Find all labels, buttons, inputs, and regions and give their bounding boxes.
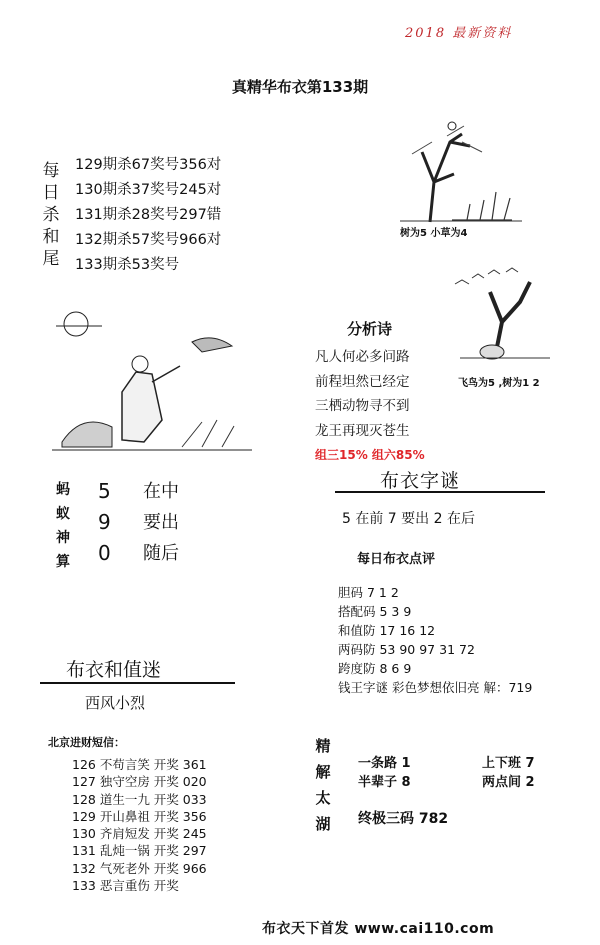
riddle-title: 布衣字谜 — [380, 470, 461, 492]
review-line: 胆码 7 1 2 — [338, 585, 399, 600]
beijing-list — [72, 756, 207, 894]
kill-line: 130期杀37奖号245对 — [75, 182, 222, 198]
beijing-line: 127 独守空房 开奖 020 — [72, 774, 207, 790]
jingjie-item: 一条路 1 — [358, 756, 411, 771]
kill-line: 133期杀53奖号 — [75, 257, 180, 273]
kill-line: 129期杀67奖号356对 — [75, 157, 222, 173]
ant-digits — [98, 476, 111, 569]
vertical-char: 湖 — [315, 815, 331, 833]
jingjie-item: 半辈子 8 — [358, 775, 411, 790]
vertical-char: 太 — [315, 789, 331, 807]
caption-bird-tree: 飞鸟为5 ,树为1 2 — [458, 378, 540, 389]
hezhi-divider — [40, 682, 235, 684]
vertical-char: 解 — [315, 763, 331, 781]
badge-2018: 2018 最新资料 — [405, 26, 513, 41]
beijing-title: 北京进财短信： — [48, 736, 125, 749]
beijing-line: 131 乱炖一锅 开奖 297 — [72, 843, 207, 859]
kill-line: 132期杀57奖号966对 — [75, 232, 222, 248]
poem-line: 龙王再现灭苍生 — [315, 422, 410, 439]
vertical-char: 尾 — [42, 249, 60, 269]
beijing-line: 132 气死老外 开奖 966 — [72, 860, 207, 876]
ant-words — [143, 476, 179, 569]
hezhi-title: 布衣和值迷 — [66, 659, 162, 681]
ant-vertical-label — [52, 478, 74, 574]
vertical-char: 每 — [42, 161, 60, 181]
beijing-line: 129 开山鼻祖 开奖 356 — [72, 808, 207, 824]
beijing-line: 128 道生一九 开奖 033 — [72, 791, 207, 807]
beijing-line: 126 不苟言笑 开奖 361 — [72, 757, 207, 772]
analysis-poem — [315, 345, 425, 468]
kill-line: 131期杀28奖号297错 — [75, 207, 222, 223]
vertical-char: 日 — [42, 183, 60, 203]
ant-digit: 0 — [98, 541, 111, 565]
review-line: 和值防 17 16 12 — [338, 623, 436, 638]
caption-tree-grass: 树为5 小草为4 — [400, 228, 468, 239]
review-line: 搭配码 5 3 9 — [338, 604, 412, 619]
footer-site: 布衣天下首发 www.cai110.com — [262, 921, 495, 937]
jingjie-item: 上下班 7 — [482, 756, 535, 771]
ant-digit: 5 — [98, 479, 111, 503]
review-line: 跨度防 8 6 9 — [338, 661, 412, 676]
poem-line: 三栖动物寻不到 — [315, 398, 410, 414]
vertical-char: 算 — [56, 554, 70, 570]
review-title: 每日布衣点评 — [357, 552, 436, 567]
jingjie-vertical-label — [312, 733, 334, 837]
vertical-char: 和 — [42, 227, 60, 247]
vertical-char: 蚁 — [56, 506, 70, 522]
final-three-codes: 终极三码 782 — [358, 811, 449, 827]
riddle-text: 5 在前 7 要出 2 在后 — [342, 511, 475, 527]
review-line: 两码防 53 90 97 31 72 — [338, 642, 475, 657]
tree-grass-illustration — [392, 112, 532, 227]
hezhi-answer: 西风小烈 — [85, 694, 146, 712]
ant-word: 要出 — [143, 512, 179, 533]
review-line: 钱王字谜 彩色梦想依旧亮 解：719 — [338, 680, 533, 695]
bird-tree-illustration — [450, 262, 560, 362]
vertical-char: 蚂 — [56, 482, 70, 498]
vertical-char: 杀 — [42, 205, 60, 225]
jingjie-item: 两点间 2 — [482, 775, 535, 790]
poem-line: 凡人何必多问路 — [315, 349, 410, 365]
riddle-divider — [335, 491, 545, 493]
poem-highlight: 组三15% 组六85% — [315, 448, 425, 462]
ant-digit: 9 — [98, 510, 111, 534]
vertical-char: 精 — [315, 737, 331, 755]
daily-kill-list — [75, 153, 221, 278]
beijing-line: 130 齐肩短发 开奖 245 — [72, 826, 207, 842]
page-title: 真精华布衣第133期 — [231, 78, 369, 96]
review-list — [338, 583, 532, 697]
poem-title: 分析诗 — [347, 320, 393, 338]
beijing-line: 133 恶言重伤 开奖 — [72, 878, 179, 894]
daily-kill-vertical-label — [40, 160, 62, 270]
poem-line: 前程坦然已经定 — [315, 373, 410, 390]
sage-illustration — [52, 302, 252, 457]
vertical-char: 神 — [56, 530, 70, 546]
ant-word: 在中 — [143, 481, 179, 502]
ant-word: 随后 — [143, 543, 179, 564]
